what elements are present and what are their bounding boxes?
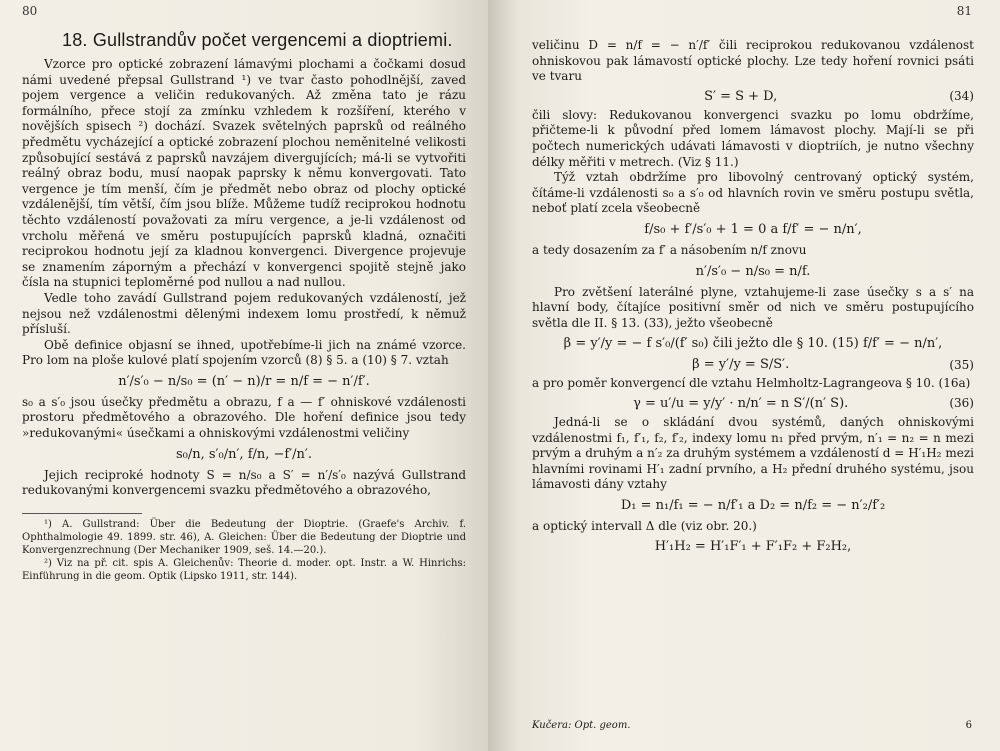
paragraph: a optický intervall Δ dle (viz obr. 20.) [532,518,757,533]
paragraph: Pro zvětšení laterálné plyne, vztahujeme-li zase úsečky s a s′ na hlavní body, čítajíce positivní směr od nich ve směru postupujícího světla dle II. § 13. (33), ježto všeobecně [532,284,974,330]
equation-number: (35) [949,357,974,372]
equation: S′ = S + D, [704,88,778,104]
signature-number: 6 [965,720,972,731]
equation-number: (36) [949,396,974,411]
equation-numbered [532,89,974,104]
equation: f/s₀ + f′/s′₀ + 1 = 0 a f/f′ = − n/n′, [644,221,862,237]
paragraph: s₀ a s′₀ jsou úsečky předmětu a obrazu, f a — f′ ohniskové vzdálenosti prostoru předmětového a obrazového. Dle hoření definice jsou tedy »redukovanými« úsečkami a ohniskovými vzdálenostmi veličiny [22,394,466,441]
equation-numbered [532,357,974,372]
paragraph: veličinu D = n/f = − n′/f′ čili reciprokou redukovanou vzdálenost ohniskovou pak lámavostí optické plochy. Lze tedy hoření rovnici psáti ve tvaru [532,38,974,84]
paragraph: čili slovy: Redukovanou konvergenci svazku po lomu obdržíme, přičteme-li k původní před lomem lámavost plochy. Mají-li se při počtech numerických udávati lámavosti v dioptriích, je nutno všechny délky měřiti v metrech. (Viz § 11.) [532,107,974,169]
equation: D₁ = n₁/f₁ = − n/f′₁ a D₂ = n/f₂ = − n′₂/f′₂ [620,497,886,513]
footer-signature: Kučera: Opt. geom. [532,720,631,731]
equation-number: (34) [949,89,974,104]
equation: β = y′/y = − f s′₀/(f′ s₀) čili ježto dle § 10. (15) f/f′ = − n/n′, [563,336,943,352]
equation: n′/s′₀ − n/s₀ = n/f. [695,263,811,279]
equation: γ = u′/u = y/y′ · n/n′ = n S′/(n′ S). [633,395,849,411]
page-footer [532,720,972,731]
equation: n′/s′₀ − n/s₀ = (n′ − n)/r = n/f = − n′/f′. [118,373,370,389]
page-number: 80 [22,4,38,18]
paragraph: Vedle toho zavádí Gullstrand pojem redukovaných vzdáleností, jež nejsou než vzdálenostmi dělenými indexem lomu prostředí, k němuž přísluší. [22,290,466,337]
footnote: ¹) A. Gullstrand: Über die Bedeutung der Dioptrie. (Graefe's Archiv. f. Ophthalmologie 49. 1899. str. 46), A. Gleichen: Über die Bedeutung der Dioptrie und Konvergenzrechnung (Der Mechaniker 1909, seš. 14.—20.). [22,518,466,556]
paragraph: Vzorce pro optické zobrazení lámavými plochami a čočkami dosud námi uvedené přepsal Gullstrand ¹) ve tvar často pohodlnější, zaved pojem vergence a veličin redukovaných. Až změna tato je rázu formálního, přece stojí za zmínku vzhledem k rozšíření, kterého v novějších spisech ²) dochází. Svazek světelných paprsků od reálného předmětu vycházející a optické zobrazení plochou neměnitelné velikosti způsobující sestává z paprsků navzájem divergujících; má-li se vytvořiti reálný obraz bodu, musí naopak paprsky k němu konvergovati. Tato vergence je tím menší, čím je předmět nebo obraz od plochy optické vzdálenější, tím větší, čím jsou blíže. Můžeme tudíž reciprokou hodnotu těchto vzdáleností považovati za míru vergence, a je-li vzdálenost od vrcholu měřená ve směru postupujících paprsků kladná, označiti reciprokou hodnotu její za kladnou konvergenci. Divergence projevuje se znamením záporným a přechází v konvergenci spojitě stejně jako čísla na stupnici teploměrné pod nullou a nad nullou. [22,57,466,290]
paragraph: Obě definice objasní se ihned, upotřebíme-li jich na známé vzorce. Pro lom na ploše kulové platí spojením vzorců (8) § 5. a (10) § 7. vztah [22,337,466,368]
equation-numbered [532,396,974,411]
left-page [0,0,488,751]
right-page [488,0,1000,751]
equation: β = y′/y = S/S′. [692,357,790,373]
paragraph: a tedy dosazením za f′ a násobením n/f znovu [532,242,807,257]
paragraph: Jejich reciproké hodnoty S = n/s₀ a S′ = n′/s′₀ nazývá Gullstrand redukovanými konvergencemi svazku předmětového a obrazového, [22,467,466,498]
page-number: 81 [956,4,972,18]
paragraph: Týž vztah obdržíme pro libovolný centrovaný optický systém, čítáme-li vzdálenosti s₀ a s′₀ od hlavních rovin ve směru postupu světla, neboť platí zcela všeobecně [532,170,974,216]
footnote: ²) Viz na př. cit. spis A. Gleichenův: Theorie d. moder. opt. Instr. a W. Hinrichs: Einführung in die geom. Optik (Lipsko 1911, str. 144). [22,557,466,582]
equation: s₀/n, s′₀/n′, f/n, −f′/n′. [175,446,313,462]
section-heading: 18. Gullstrandův počet vergencemi a dioptriemi. [62,30,453,50]
paragraph: Jedná-li se o skládání dvou systémů, daných ohniskovými vzdálenostmi f₁, f′₁, f₂, f′₂, indexy lomu n₁ před prvým, n′₁ = n₂ = n mezi prvým a druhým a n′₂ za druhým systémem a vzdáleností d = H′₁H₂ mezi hlavními rovinami H′₁ zadní prvního, a H₂ přední druhého systému, jsou lámavosti dány vztahy [532,414,974,492]
footnote-divider [22,513,142,514]
equation: H′₁H₂ = H′₁F′₁ + F′₁F₂ + F₂H₂, [654,539,852,555]
paragraph: a pro poměr konvergencí dle vztahu Helmholtz-Lagrangeova § 10. (16a) [532,376,971,391]
